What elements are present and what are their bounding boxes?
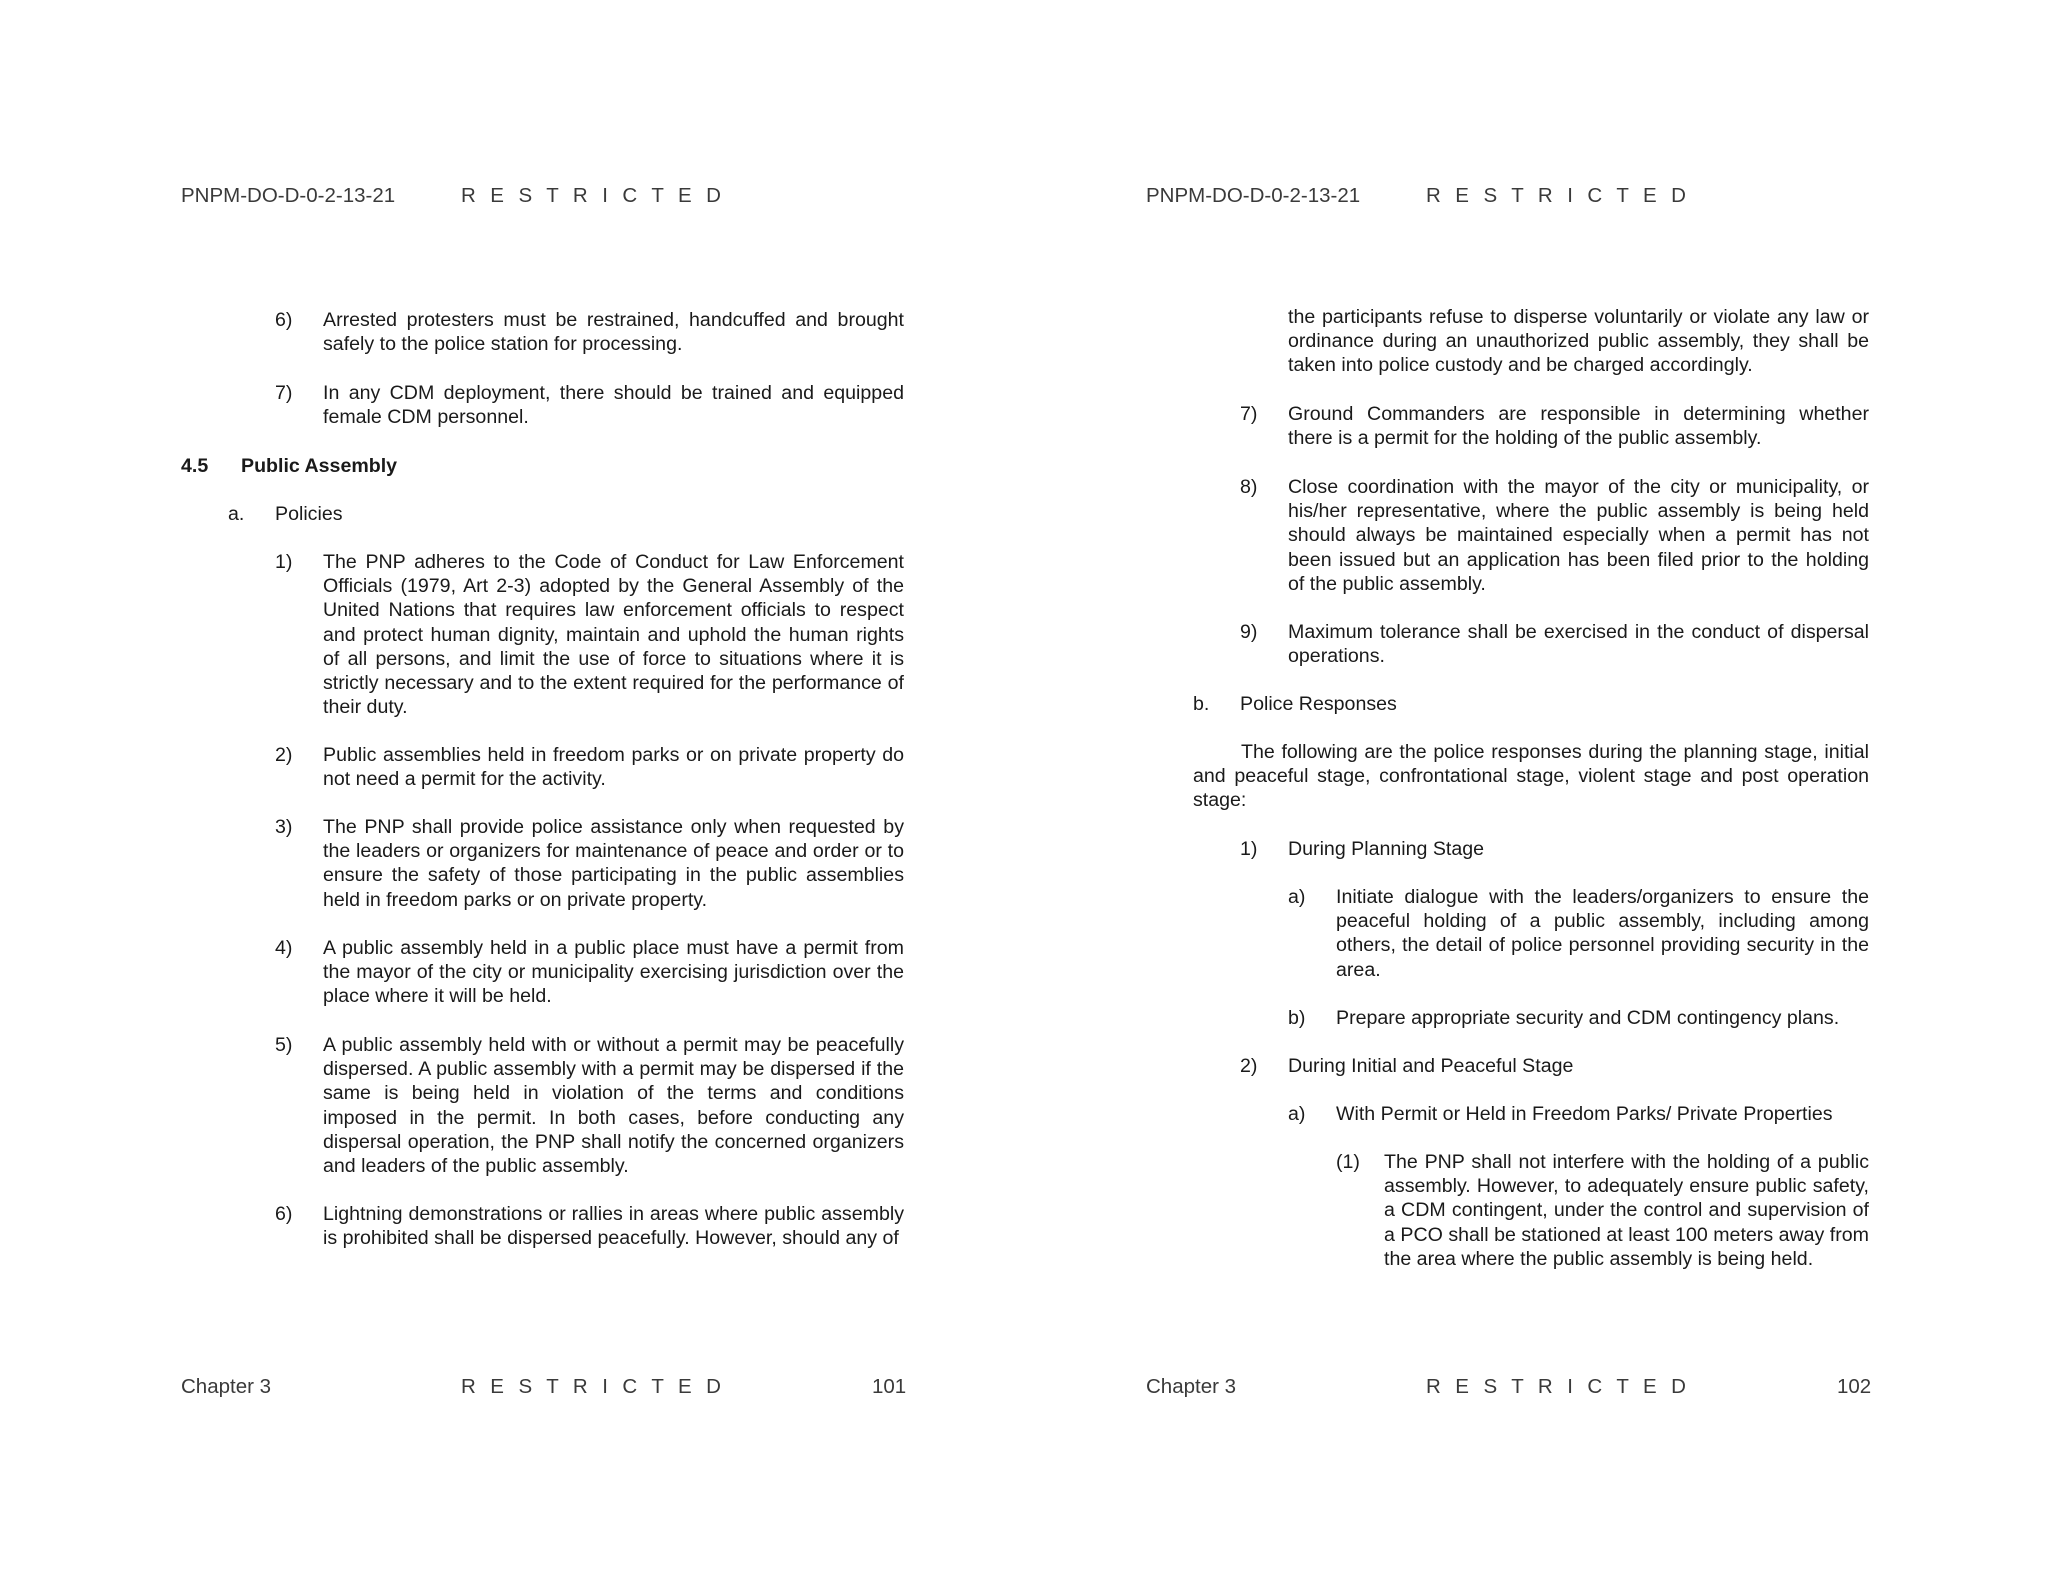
right-page	[964, 0, 1988, 1582]
step-title: With Permit or Held in Freedom Parks/ Private Properties	[1336, 1103, 1833, 1125]
policy-text: The PNP shall provide police assistance only when requested by the leaders or organizers for maintenance of peace and order or to ensure the safety of those participating in the public assemblies held in freedom parks or on private property.	[323, 816, 904, 911]
policy-number: 2)	[275, 744, 293, 766]
policy-number: 3)	[275, 816, 293, 838]
policy-number: 8)	[1240, 476, 1258, 498]
subsection-title: Police Responses	[1240, 693, 1397, 715]
continuation-text: the participants refuse to disperse voluntarily or violate any law or ordinance during an unauthorized public assembly, they shall be taken into police custody and be charged accordingly.	[1288, 306, 1869, 377]
policy-number: 4)	[275, 937, 293, 959]
step-text: Initiate dialogue with the leaders/organizers to ensure the peaceful holding of a public assembly, including among others, the detail of police personnel providing security in the area.	[1336, 886, 1869, 981]
subsection-letter: b.	[1193, 693, 1210, 715]
section-title: Public Assembly	[241, 455, 398, 477]
header-classification: R E S T R I C T E D	[461, 184, 726, 207]
sub-step-text: The PNP shall not interfere with the holding of a public assembly. However, to adequately ensure public safety, a CDM contingent, under the control and supervision of a PCO shall be stationed at least 100 meters away from the area where the public assembly is being held.	[1384, 1151, 1869, 1270]
policy-number: 5)	[275, 1034, 293, 1056]
item-text: Arrested protesters must be restrained, handcuffed and brought safely to the police station for processing.	[323, 309, 904, 356]
step-letter: a)	[1288, 1103, 1306, 1125]
policy-text: Public assemblies held in freedom parks or on private property do not need a permit for the activity.	[323, 744, 904, 791]
item-text: In any CDM deployment, there should be trained and equipped female CDM personnel.	[323, 382, 904, 429]
sub-step-number: (1)	[1336, 1151, 1360, 1173]
footer-classification: R E S T R I C T E D	[1426, 1375, 1691, 1398]
stage-number: 1)	[1240, 838, 1258, 860]
header-classification: R E S T R I C T E D	[1426, 184, 1691, 207]
footer-chapter: Chapter 3	[181, 1375, 272, 1398]
step-letter: a)	[1288, 886, 1306, 908]
page-number: 102	[1837, 1375, 1872, 1398]
policy-text: A public assembly held in a public place must have a permit from the mayor of the city or municipality exercising jurisdiction over the place where it will be held.	[323, 937, 904, 1008]
item-number: 7)	[275, 382, 293, 404]
policy-number: 1)	[275, 551, 293, 573]
page-number: 101	[872, 1375, 907, 1398]
policy-number: 7)	[1240, 403, 1258, 425]
footer-chapter: Chapter 3	[1146, 1375, 1237, 1398]
footer-classification: R E S T R I C T E D	[461, 1375, 726, 1398]
policy-text: Ground Commanders are responsible in determining whether there is a permit for the holding of the public assembly.	[1288, 403, 1869, 450]
policy-text: Close coordination with the mayor of the city or municipality, or his/her representative, where the public assembly is being held should always be maintained especially when a permit has not been issued but an application has been filed prior to the holding of the public assembly.	[1288, 476, 1869, 595]
policy-number: 9)	[1240, 621, 1258, 643]
step-text: Prepare appropriate security and CDM contingency plans.	[1336, 1007, 1840, 1029]
item-number: 6)	[275, 309, 293, 331]
policy-text: Maximum tolerance shall be exercised in the conduct of dispersal operations.	[1288, 621, 1869, 668]
intro-paragraph: The following are the police responses during the planning stage, initial and peaceful stage, confrontational stage, violent stage and post operation stage:	[1193, 741, 1869, 812]
subsection-title: Policies	[275, 503, 343, 525]
step-letter: b)	[1288, 1007, 1306, 1029]
header-doc-code: PNPM-DO-D-0-2-13-21	[181, 184, 396, 207]
stage-title: During Planning Stage	[1288, 838, 1485, 860]
policy-text: The PNP adheres to the Code of Conduct for Law Enforcement Officials (1979, Art 2-3) adopted by the General Assembly of the United Nations that requires law enforcement officials to respect and protect human dignity, maintain and uphold the human rights of all persons, and limit the use of force to situations where it is strictly necessary and to the extent required for the performance of their duty.	[323, 551, 904, 719]
subsection-letter: a.	[228, 503, 245, 525]
section-number: 4.5	[181, 455, 209, 477]
policy-text: Lightning demonstrations or rallies in areas where public assembly is prohibited shall be dispersed peacefully. However, should any of	[323, 1203, 904, 1250]
stage-title: During Initial and Peaceful Stage	[1288, 1055, 1574, 1077]
header-doc-code: PNPM-DO-D-0-2-13-21	[1146, 184, 1361, 207]
policy-number: 6)	[275, 1203, 293, 1225]
policy-text: A public assembly held with or without a permit may be peacefully dispersed. A public assembly with a permit may be dispersed if the same is being held in violation of the terms and conditions imposed in the permit. In both cases, before conducting any dispersal operation, the PNP shall notify the concerned organizers and leaders of the public assembly.	[323, 1034, 904, 1178]
stage-number: 2)	[1240, 1055, 1258, 1077]
